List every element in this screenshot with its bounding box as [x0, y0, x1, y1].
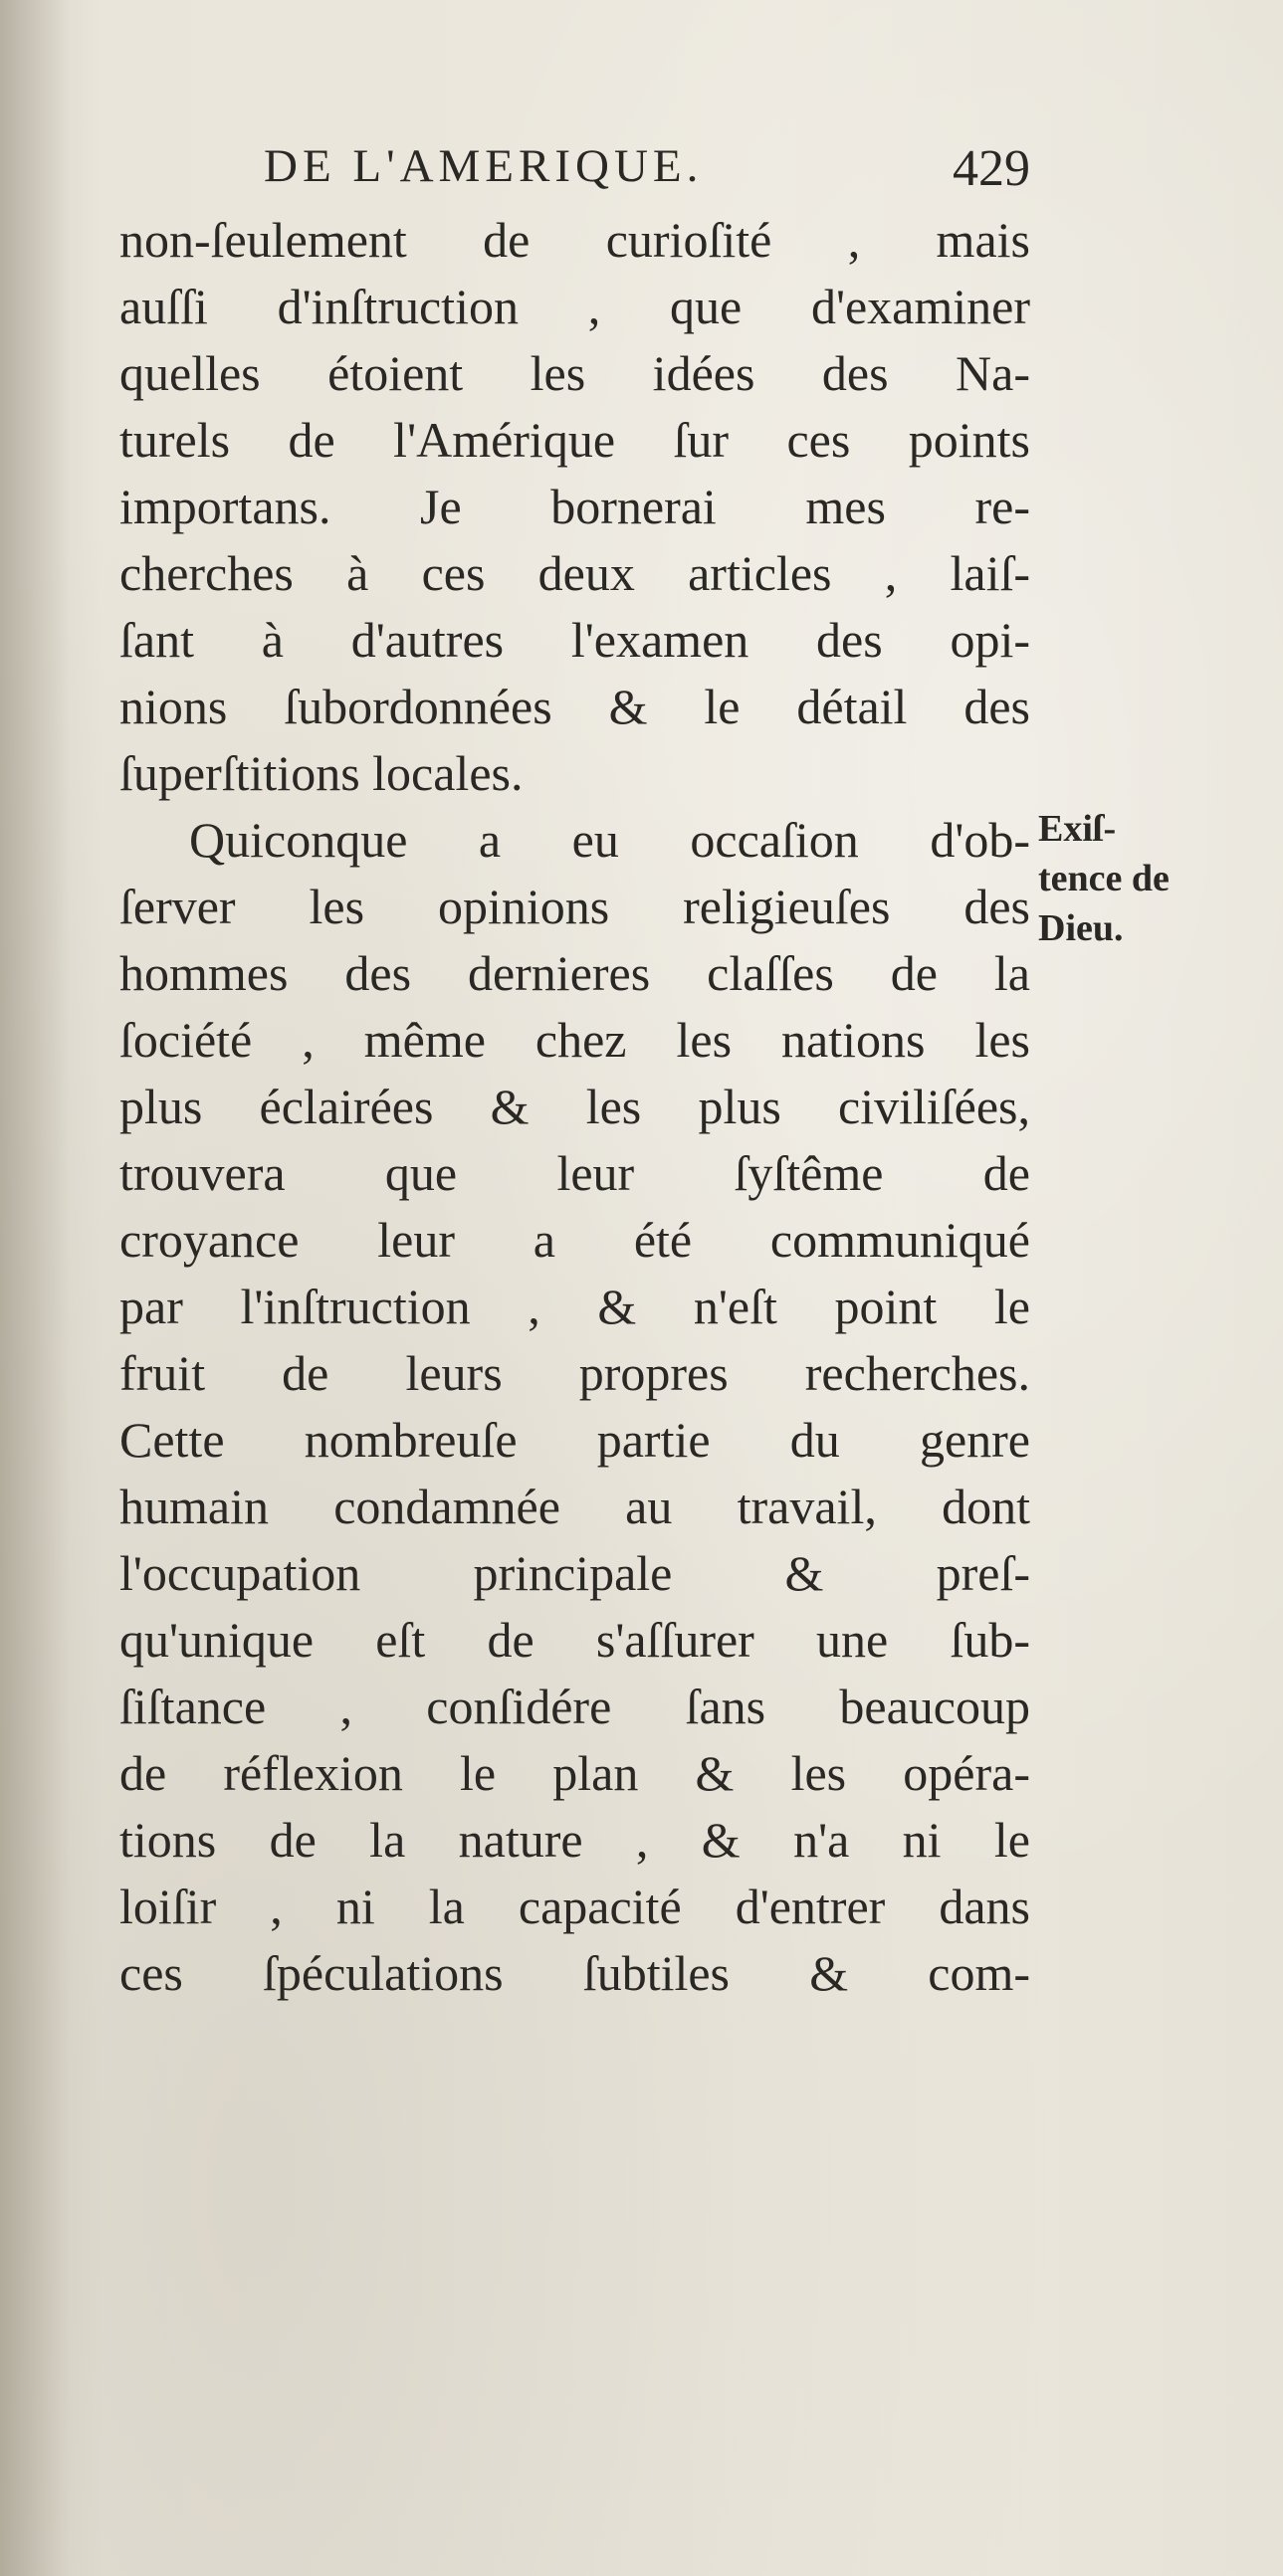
text-line: tions de la nature , & n'a ni le — [119, 1812, 1030, 1868]
text-line: ſociété , même chez les nations les — [119, 1012, 1030, 1068]
margin-note-line: Dieu. — [1038, 907, 1124, 949]
margin-note-line: tence de — [1038, 858, 1170, 899]
page-header — [119, 139, 1030, 199]
text-line: non-ſeulement de curioſité , mais — [119, 212, 1030, 268]
margin-note-line: Exiſ- — [1038, 808, 1117, 850]
text-line: plus éclairées & les plus civiliſées, — [119, 1079, 1030, 1134]
text-line: quelles étoient les idées des Na- — [119, 345, 1030, 401]
text-line: de réflexion le plan & les opéra- — [119, 1745, 1030, 1801]
text-line: cherches à ces deux articles , laiſ- — [119, 545, 1030, 601]
text-line: trouvera que leur ſyſtême de — [119, 1145, 1030, 1201]
gutter-shadow — [0, 0, 70, 2576]
text-line: par l'inſtruction , & n'eſt point le — [119, 1279, 1030, 1334]
running-head: DE L'AMERIQUE. — [264, 140, 704, 192]
text-line: loiſir , ni la capacité d'entrer dans — [119, 1879, 1030, 1934]
text-line: turels de l'Amérique ſur ces points — [119, 412, 1030, 468]
text-line: importans. Je bornerai mes re- — [119, 479, 1030, 534]
text-line: auſſi d'inſtruction , que d'examiner — [119, 279, 1030, 334]
margin-note — [1038, 804, 1267, 953]
text-line: croyance leur a été communiqué — [119, 1212, 1030, 1268]
text-line: fruit de leurs propres recherches. — [119, 1345, 1030, 1401]
text-line: Quiconque a eu occaſion d'ob- — [189, 812, 1030, 868]
text-line: nions ſubordonnées & le détail des — [119, 679, 1030, 734]
text-line: l'occupation principale & preſ- — [119, 1545, 1030, 1601]
text-line: hommes des dernieres claſſes de la — [119, 945, 1030, 1001]
text-line: ſiſtance , conſidére ſans beaucoup — [119, 1679, 1030, 1734]
text-line: ſant à d'autres l'examen des opi- — [119, 612, 1030, 668]
text-line: Cette nombreuſe partie du genre — [119, 1412, 1030, 1468]
body-text — [119, 207, 1030, 2007]
text-line: ces ſpéculations ſubtiles & com- — [119, 1945, 1030, 2001]
text-line: ſuperſtitions locales. — [119, 745, 524, 801]
page-number: 429 — [953, 140, 1030, 197]
text-line: humain condamnée au travail, dont — [119, 1479, 1030, 1534]
text-line: ſerver les opinions religieuſes des — [119, 879, 1030, 934]
text-line: qu'unique eſt de s'aſſurer une ſub- — [119, 1612, 1030, 1668]
